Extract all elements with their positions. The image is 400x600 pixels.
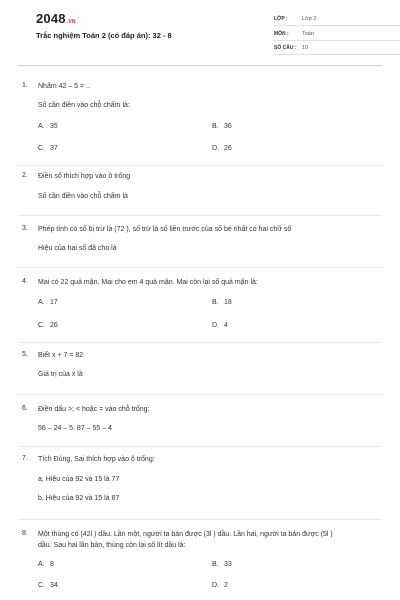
- option-value: 36: [224, 123, 232, 130]
- answer-option[interactable]: [38, 561, 54, 568]
- logo-text: 2048: [36, 11, 66, 26]
- question-text: Nhẩm 42 – 5 = ..: [38, 83, 90, 90]
- question-text: 56 – 24 – 5. 87 – 55 – 4: [38, 425, 112, 432]
- question-text: Biết x + 7 = 82: [38, 352, 84, 359]
- question-text: Phép tính có số bị trừ là (72 ), số trừ là số liền trước của số bé nhất có hai chữ số: [38, 226, 292, 233]
- question-number: 5.: [22, 351, 28, 358]
- answer-option[interactable]: [212, 145, 232, 152]
- meta-value: 10: [302, 45, 309, 51]
- meta-label: SỐ CÂU :: [274, 45, 297, 51]
- option-letter: C.: [38, 582, 45, 589]
- answer-option[interactable]: [212, 299, 232, 306]
- question-text: Điền dấu >; < hoặc = vào chỗ trống:: [38, 406, 150, 413]
- document-header: [18, 0, 382, 66]
- option-letter: C.: [38, 322, 45, 329]
- meta-subject-row: [274, 29, 400, 41]
- option-letter: A.: [38, 299, 45, 306]
- option-value: 18: [224, 299, 232, 306]
- option-value: 33: [224, 561, 232, 568]
- question-number: 8.: [22, 530, 28, 537]
- option-letter: D.: [212, 322, 219, 329]
- question-number: 4.: [22, 278, 28, 285]
- meta-count-row: [274, 43, 400, 55]
- question-number: 6.: [22, 405, 28, 412]
- logo-domain: .VN: [66, 19, 76, 25]
- option-value: 26: [224, 145, 232, 152]
- option-value: 34: [50, 582, 58, 589]
- question-text: Tích Đúng, Sai thích hợp vào ô trống:: [38, 456, 155, 463]
- question-8: [18, 520, 382, 600]
- question-text: Mai có 22 quả mận, Mai cho em 4 quả mận. Mai còn lại số quả mận là:: [38, 279, 258, 286]
- option-value: 37: [50, 145, 58, 152]
- answer-option[interactable]: [212, 322, 228, 329]
- meta-value: Lớp 2: [302, 16, 317, 22]
- question-text: Một thùng có (42l ) dầu. Lần một, người ta bán được (3l ) dầu. Lần hai, người ta bán được (5l ): [38, 531, 333, 538]
- option-value: 35: [50, 123, 58, 130]
- meta-label: MÔN :: [274, 31, 289, 37]
- option-value: 8: [50, 561, 54, 568]
- question-text: dầu. Sau hai lần bán, thùng còn lại số lít dầu là:: [38, 542, 186, 549]
- question-number: 3.: [22, 225, 28, 232]
- meta-label: LỚP :: [274, 16, 288, 22]
- question-number: 7.: [22, 455, 28, 462]
- question-text: Số cần điền vào chỗ chấm là:: [38, 102, 130, 109]
- question-3: [18, 216, 382, 268]
- meta-class-row: [274, 14, 400, 26]
- answer-option[interactable]: [212, 123, 232, 130]
- question-5: [18, 343, 382, 395]
- option-letter: B.: [212, 299, 219, 306]
- option-letter: B.: [212, 123, 219, 130]
- option-letter: B.: [212, 561, 219, 568]
- site-logo[interactable]: [36, 11, 76, 26]
- question-number: 2.: [22, 172, 28, 179]
- statement-b: b, Hiệu của 92 và 15 là 87: [38, 495, 120, 502]
- question-text: Hiệu của hai số đã cho là: [38, 245, 117, 252]
- answer-option[interactable]: [38, 123, 58, 130]
- question-number: 1.: [22, 82, 28, 89]
- option-letter: D.: [212, 145, 219, 152]
- question-2: [18, 166, 382, 216]
- meta-value: Toán: [302, 31, 314, 37]
- question-6: [18, 395, 382, 447]
- answer-option[interactable]: [212, 582, 228, 589]
- option-value: 26: [50, 322, 58, 329]
- answer-option[interactable]: [212, 561, 232, 568]
- option-letter: C.: [38, 145, 45, 152]
- question-text: Điền số thích hợp vào ô trống: [38, 173, 131, 180]
- option-value: 2: [224, 582, 228, 589]
- question-text: Số cần điền vào chỗ chấm là: [38, 193, 128, 200]
- option-letter: D.: [212, 582, 219, 589]
- page-title: Trắc nghiệm Toán 2 (có đáp án): 32 - 8: [36, 31, 172, 40]
- answer-option[interactable]: [38, 145, 58, 152]
- statement-a: a, Hiệu của 92 và 15 là 77: [38, 476, 120, 483]
- question-text: Giá trị của x là: [38, 371, 83, 378]
- option-value: 17: [50, 299, 58, 306]
- question-1: [18, 66, 382, 166]
- option-value: 4: [224, 322, 228, 329]
- option-letter: A.: [38, 123, 45, 130]
- answer-option[interactable]: [38, 299, 58, 306]
- question-7: [18, 447, 382, 520]
- answer-option[interactable]: [38, 322, 58, 329]
- option-letter: A.: [38, 561, 45, 568]
- answer-option[interactable]: [38, 582, 58, 589]
- question-4: [18, 268, 382, 343]
